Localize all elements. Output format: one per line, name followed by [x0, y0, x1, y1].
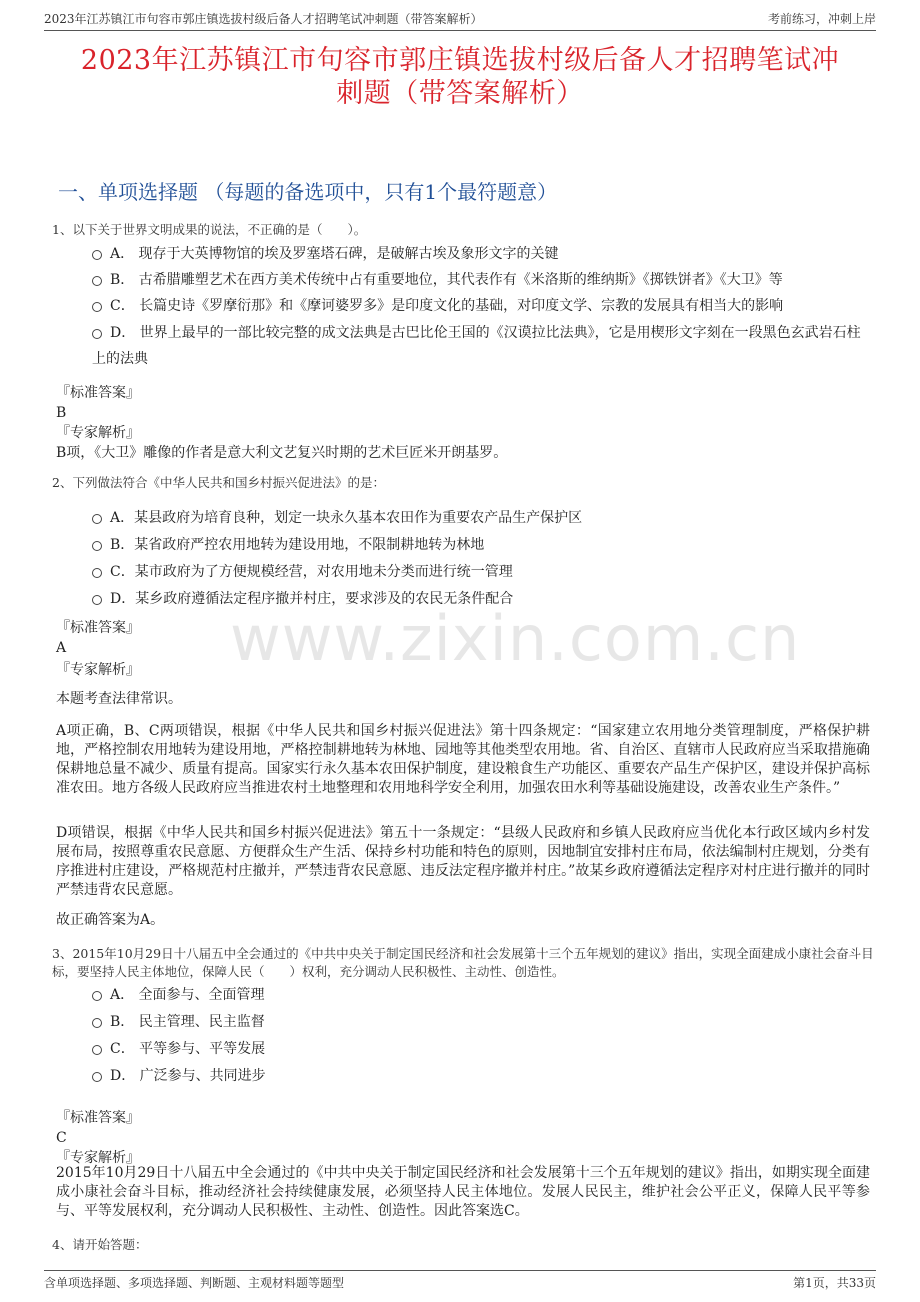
analysis-text: B项，《大卫》雕像的作者是意大利文艺复兴时期的艺术巨匠米开朗基罗。 — [56, 445, 508, 461]
question-2-option-a[interactable]: A．某县政府为培育良种，划定一块永久基本农田作为重要农产品生产保护区 — [92, 505, 872, 531]
radio-icon[interactable] — [92, 250, 102, 260]
watermark: www.zixin.com.cn — [230, 602, 801, 675]
question-2-analysis-abc: A项正确，B、C两项错误，根据《中华人民共和国乡村振兴促进法》第十四条规定：“国家建立农用地分类管理制度，严格保护耕地，严格控制农用地转为建设用地，严格控制耕地转为林地、园地等其他类型农用地。省、自治区、直辖市人民政府应当采取措施确保耕地总量不减少、质量有提高。国家实行永久基本农田保护制度，建设粮食生产功能区、重要农产品生产保护区，建设并保护高标准农田。地方各级人民政府应当推进农村土地整理和农用地科学安全利用，加强农田水利等基础设施建设，改善农业生产条件。” — [56, 723, 870, 796]
analysis-label: 『专家解析』 — [56, 1150, 140, 1166]
footer-question-types: 含单项选择题、多项选择题、判断题、主观材料题等题型 — [44, 1276, 345, 1290]
question-1-answer-block — [56, 383, 872, 463]
question-1-option-c[interactable]: C． 长篇史诗《罗摩衍那》和《摩诃婆罗多》是印度文化的基础，对印度文学、宗教的发展具有相当大的影响 — [92, 293, 872, 319]
radio-icon[interactable] — [92, 329, 102, 339]
question-2-analysis-conclusion: 故正确答案为A。 — [56, 912, 165, 928]
radio-icon[interactable] — [92, 514, 102, 524]
question-2-option-b[interactable]: B．某省政府严控农用地转为建设用地，不限制耕地转为林地 — [92, 532, 872, 558]
question-3-analysis-text: 2015年10月29日十八届五中全会通过的《中共中央关于制定国民经济和社会发展第十三个五年规划的建议》指出，如期实现全面建成小康社会奋斗目标，推动经济社会持续健康发展，必须坚持人民主体地位。发展人民民主，维护社会公平正义，保障人民平等参与、平等发展权利，充分调动人民积极性、主动性、创造性。因此答案选C。 — [56, 1165, 870, 1219]
radio-icon[interactable] — [92, 1045, 102, 1055]
question-2-analysis-intro: 本题考查法律常识。 — [56, 691, 182, 707]
answer-value: B — [56, 405, 67, 421]
radio-icon[interactable] — [92, 595, 102, 605]
question-1-option-b[interactable]: B． 古希腊雕塑艺术在西方美术传统中占有重要地位，其代表作有《米洛斯的维纳斯》《掷铁饼者》《大卫》等 — [92, 267, 872, 293]
header-divider — [44, 30, 876, 31]
document-title — [44, 44, 876, 110]
question-2-option-d[interactable]: D．某乡政府遵循法定程序撤并村庄，要求涉及的农民无条件配合 — [92, 586, 872, 612]
answer-label: 『标准答案』 — [56, 385, 140, 401]
answer-value: C — [56, 1130, 67, 1146]
title-line-2: 刺题（带答案解析） — [336, 78, 584, 109]
footer-divider — [44, 1270, 876, 1271]
radio-icon[interactable] — [92, 1072, 102, 1082]
radio-icon[interactable] — [92, 541, 102, 551]
question-3-answer-block — [56, 1108, 872, 1168]
answer-value: A — [56, 640, 67, 656]
answer-label: 『标准答案』 — [56, 620, 140, 636]
question-2-option-c[interactable]: C．某市政府为了方便规模经营，对农用地未分类而进行统一管理 — [92, 559, 872, 585]
analysis-label: 『专家解析』 — [56, 425, 140, 441]
header-slogan: 考前练习，冲刺上岸 — [767, 12, 876, 26]
question-2-answer-block — [56, 618, 872, 680]
footer-page-number: 第1页，共33页 — [793, 1276, 876, 1290]
title-line-1: 2023年江苏镇江市句容市郭庄镇选拔村级后备人才招聘笔试冲 — [80, 45, 840, 76]
question-3-stem: 3、2015年10月29日十八届五中全会通过的《中共中央关于制定国民经济和社会发展第十三个五年规划的建议》指出，实现全面建成小康社会奋斗目标，要坚持人民主体地位，保障人民（ ）权利，充分调动人民积极性、主动性、创造性。 — [52, 946, 874, 979]
question-1-option-d[interactable]: D． 世界上最早的一部比较完整的成文法典是古巴比伦王国的《汉谟拉比法典》，它是用楔形文字刻在一段黑色玄武岩石柱上的法典 — [92, 325, 861, 367]
radio-icon[interactable] — [92, 1018, 102, 1028]
section-title: 一、单项选择题 （每题的备选项中，只有1个最符题意） — [58, 180, 558, 204]
answer-label: 『标准答案』 — [56, 1110, 140, 1126]
question-3-option-d[interactable]: D． 广泛参与、共同进步 — [92, 1063, 872, 1089]
radio-icon[interactable] — [92, 276, 102, 286]
question-3-option-a[interactable]: A． 全面参与、全面管理 — [92, 982, 872, 1008]
radio-icon[interactable] — [92, 302, 102, 312]
question-2-stem: 2、下列做法符合《中华人民共和国乡村振兴促进法》的是： — [52, 475, 385, 490]
question-3-option-c[interactable]: C． 平等参与、平等发展 — [92, 1036, 872, 1062]
question-4-stem: 4、请开始答题： — [52, 1237, 148, 1252]
question-1-stem: 1、以下关于世界文明成果的说法，不正确的是（ ）。 — [52, 222, 367, 237]
question-1-option-a[interactable]: A． 现存于大英博物馆的埃及罗塞塔石碑，是破解古埃及象形文字的关键 — [92, 241, 872, 267]
header-doc-title: 2023年江苏镇江市句容市郭庄镇选拔村级后备人才招聘笔试冲刺题（带答案解析） — [44, 12, 483, 26]
question-3-option-b[interactable]: B． 民主管理、民主监督 — [92, 1009, 872, 1035]
radio-icon[interactable] — [92, 568, 102, 578]
analysis-label: 『专家解析』 — [56, 662, 140, 678]
radio-icon[interactable] — [92, 991, 102, 1001]
question-2-analysis-d: D项错误，根据《中华人民共和国乡村振兴促进法》第五十一条规定：“县级人民政府和乡镇人民政府应当优化本行政区域内乡村发展布局，按照尊重农民意愿、方便群众生产生活、保持乡村功能和特色的原则，因地制宜安排村庄布局，依法编制村庄规划，分类有序推进村庄建设，严格规范村庄撤并，严禁违背农民意愿、违反法定程序撤并村庄。”故某乡政府遵循法定程序对村庄进行撤并的同时严禁违背农民意愿。 — [56, 825, 870, 898]
